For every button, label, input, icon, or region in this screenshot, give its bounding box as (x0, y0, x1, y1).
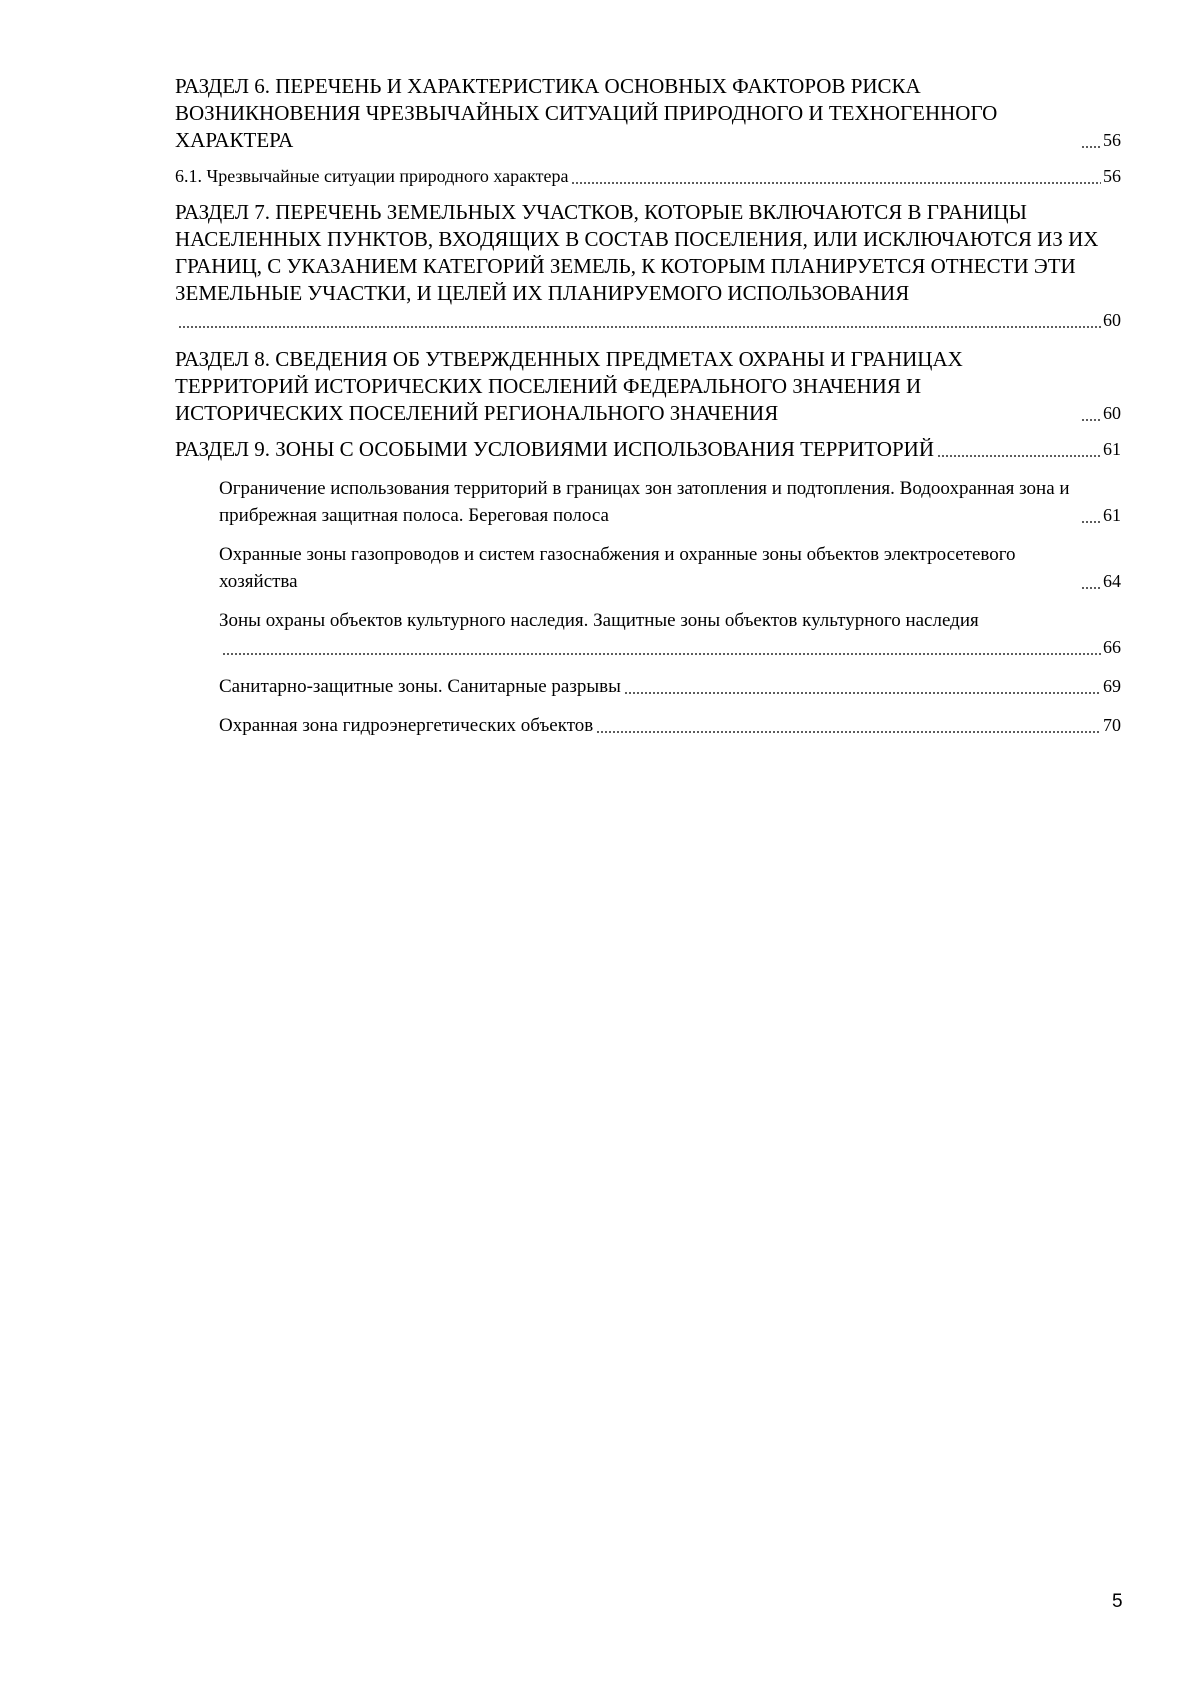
toc-entry-page: 60 (1103, 310, 1121, 330)
dot-leader (178, 308, 1101, 329)
toc-entry-title: Зоны охраны объектов культурного наследия. Защитные зоны объектов культурного наследия (219, 610, 979, 631)
toc-entry-page: 56 (1103, 130, 1121, 150)
toc-entry-section-6[interactable] (175, 73, 1121, 154)
dot-leader (937, 437, 1101, 458)
dot-leader (596, 715, 1101, 734)
toc-entry-page: 70 (1103, 715, 1121, 735)
toc-entry-title: 6.1. Чрезвычайные ситуации природного характера (175, 166, 569, 186)
toc-entry-6-1[interactable] (175, 163, 1121, 190)
dot-leader (1081, 401, 1101, 422)
toc-entry-title: Охранная зона гидроэнергетических объектов (219, 715, 594, 736)
toc-entry-title: Охранные зоны газопроводов и систем газоснабжения и охранные зоны объектов электросетевого хозяйства (219, 544, 1016, 592)
toc-entry-flood-zones[interactable] (175, 475, 1121, 529)
toc-entry-gas-power-zones[interactable] (175, 541, 1121, 595)
toc-entry-section-8[interactable] (175, 346, 1121, 427)
dot-leader (571, 167, 1101, 185)
toc-entry-heritage-zones[interactable] (175, 607, 1121, 661)
toc-entry-title: РАЗДЕЛ 7. ПЕРЕЧЕНЬ ЗЕМЕЛЬНЫХ УЧАСТКОВ, КОТОРЫЕ ВКЛЮЧАЮТСЯ В ГРАНИЦЫ НАСЕЛЕННЫХ ПУНКТОВ, ВХОДЯЩИХ В СОСТАВ ПОСЕЛЕНИЯ, ИЛИ ИСКЛЮЧАЮТСЯ ИЗ ИХ ГРАНИЦ, С УКАЗАНИЕМ КАТЕГОРИЙ ЗЕМЕЛЬ, К КОТОРЫМ ПЛАНИРУЕТСЯ ОТНЕСТИ ЭТИ ЗЕМЕЛЬНЫЕ УЧАСТКИ, И ЦЕЛЕЙ ИХ ПЛАНИРУЕМОГО ИСПОЛЬЗОВАНИЯ (175, 200, 1099, 305)
toc-entry-title: Санитарно-защитные зоны. Санитарные разрывы (219, 676, 621, 697)
toc-entry-page: 61 (1103, 439, 1121, 459)
dot-leader (1081, 505, 1101, 524)
page-number: 5 (1112, 1591, 1123, 1612)
toc-entry-section-9[interactable] (175, 436, 1121, 463)
table-of-contents (175, 73, 1121, 739)
toc-entry-page: 56 (1103, 166, 1121, 186)
toc-entry-page: 69 (1103, 676, 1121, 696)
toc-entry-page: 60 (1103, 403, 1121, 423)
toc-entry-title: РАЗДЕЛ 9. ЗОНЫ С ОСОБЫМИ УСЛОВИЯМИ ИСПОЛЬЗОВАНИЯ ТЕРРИТОРИЙ (175, 437, 934, 461)
toc-entry-section-7[interactable] (175, 199, 1121, 334)
toc-entry-title: Ограничение использования территорий в границах зон затопления и подтопления. Водоохранная зона и прибрежная защитная полоса. Береговая полоса (219, 478, 1070, 526)
dot-leader (1081, 571, 1101, 590)
toc-entry-page: 61 (1103, 505, 1121, 525)
dot-leader (222, 637, 1101, 656)
toc-entry-title: РАЗДЕЛ 8. СВЕДЕНИЯ ОБ УТВЕРЖДЕННЫХ ПРЕДМЕТАХ ОХРАНЫ И ГРАНИЦАХ ТЕРРИТОРИЙ ИСТОРИЧЕСКИХ ПОСЕЛЕНИЙ ФЕДЕРАЛЬНОГО ЗНАЧЕНИЯ И ИСТОРИЧЕСКИХ ПОСЕЛЕНИЙ РЕГИОНАЛЬНОГО ЗНАЧЕНИЯ (175, 347, 963, 425)
toc-entry-title: РАЗДЕЛ 6. ПЕРЕЧЕНЬ И ХАРАКТЕРИСТИКА ОСНОВНЫХ ФАКТОРОВ РИСКА ВОЗНИКНОВЕНИЯ ЧРЕЗВЫЧАЙНЫХ СИТУАЦИЙ ПРИРОДНОГО И ТЕХНОГЕННОГО ХАРАКТЕРА (175, 74, 998, 152)
toc-entry-sanitary-zones[interactable] (175, 673, 1121, 700)
dot-leader (1081, 128, 1101, 149)
toc-entry-page: 64 (1103, 571, 1121, 591)
toc-entry-hydro-zones[interactable] (175, 712, 1121, 739)
dot-leader (624, 676, 1101, 695)
toc-entry-page: 66 (1103, 637, 1121, 657)
